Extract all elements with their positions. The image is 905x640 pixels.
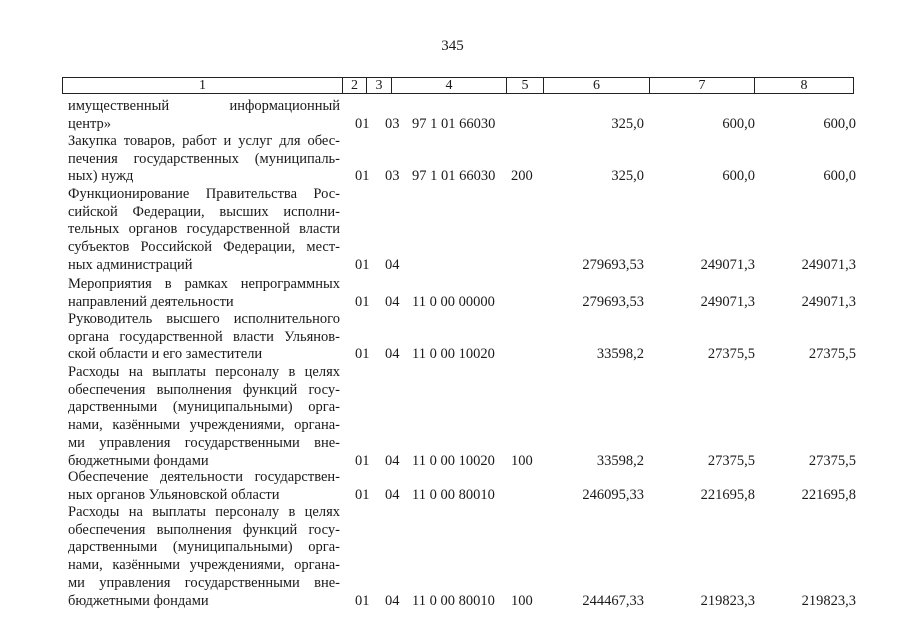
cell-c4: 11 0 00 80010 — [412, 592, 495, 609]
cell-c4: 11 0 00 10020 — [412, 452, 495, 469]
cell-c3: 03 — [385, 115, 400, 132]
column-header-6: 6 — [544, 78, 650, 93]
row-description — [68, 186, 340, 275]
cell-c7: 219823,3 — [700, 592, 755, 609]
description-line: сийской Федерации, высших исполни- — [68, 203, 340, 220]
cell-c8: 600,0 — [823, 168, 856, 185]
description-line: нами, казёнными учреждениями, органа- — [68, 557, 340, 574]
table-row — [0, 504, 905, 610]
cell-c3: 04 — [385, 346, 400, 363]
description-line: Мероприятия в рамках непрограммных — [68, 276, 340, 292]
cell-c8: 600,0 — [823, 115, 856, 132]
cell-c8: 27375,5 — [808, 452, 856, 469]
cell-c2: 01 — [355, 346, 370, 363]
row-description — [68, 276, 340, 311]
description-line: тельных органов государственной власти — [68, 221, 340, 238]
column-header-2: 2 — [343, 78, 367, 93]
cell-c2: 01 — [355, 168, 370, 185]
cell-c4: 97 1 01 66030 — [412, 115, 496, 132]
cell-c6: 325,0 — [611, 115, 644, 132]
cell-c3: 04 — [385, 256, 400, 273]
cell-c7: 27375,5 — [707, 346, 755, 363]
description-line: нами, казёнными учреждениями, органа- — [68, 417, 340, 434]
description-line: субъектов Российской Федерации, мест- — [68, 239, 340, 256]
description-line: Расходы на выплаты персоналу в целях — [68, 504, 340, 520]
description-line: бюджетными фондами — [68, 592, 209, 609]
cell-c5: 200 — [511, 168, 533, 185]
cell-c6: 244467,33 — [582, 592, 644, 609]
cell-c4: 11 0 00 80010 — [412, 486, 495, 503]
description-line: обеспечения выполнения функций госу- — [68, 381, 340, 398]
description-line: дарственными (муниципальными) орга- — [68, 539, 340, 556]
description-line: ных администраций — [68, 256, 193, 273]
cell-c3: 04 — [385, 592, 400, 609]
row-description — [68, 98, 340, 133]
cell-c3: 04 — [385, 486, 400, 503]
column-header-4: 4 — [392, 78, 507, 93]
column-header-1: 1 — [63, 78, 343, 93]
cell-c7: 600,0 — [722, 115, 755, 132]
cell-c4: 11 0 00 10020 — [412, 346, 495, 363]
column-number-header — [62, 77, 854, 94]
description-line: ных) нужд — [68, 168, 134, 185]
column-header-3: 3 — [367, 78, 392, 93]
cell-c3: 04 — [385, 293, 400, 310]
page-number: 345 — [441, 38, 464, 54]
description-line: Расходы на выплаты персоналу в целях — [68, 364, 340, 380]
cell-c2: 01 — [355, 592, 370, 609]
description-line: имущественный информационный — [68, 98, 340, 114]
cell-c6: 279693,53 — [582, 256, 644, 273]
description-line: Руководитель высшего исполнительного — [68, 311, 340, 327]
cell-c7: 249071,3 — [700, 256, 755, 273]
cell-c5: 100 — [511, 452, 533, 469]
cell-c3: 04 — [385, 452, 400, 469]
cell-c2: 01 — [355, 256, 370, 273]
cell-c7: 249071,3 — [700, 293, 755, 310]
cell-c2: 01 — [355, 452, 370, 469]
description-line: Закупка товаров, работ и услуг для обес- — [68, 133, 340, 149]
description-line: ми управления государственными вне- — [68, 434, 340, 451]
table-row — [0, 311, 905, 364]
cell-c8: 27375,5 — [808, 346, 856, 363]
cell-c4: 97 1 01 66030 — [412, 168, 496, 185]
table-row — [0, 186, 905, 275]
cell-c6: 246095,33 — [582, 486, 644, 503]
cell-c8: 249071,3 — [801, 256, 856, 273]
description-line: бюджетными фондами — [68, 452, 209, 469]
cell-c7: 600,0 — [722, 168, 755, 185]
description-line: органа государственной власти Ульянов- — [68, 328, 340, 345]
cell-c2: 01 — [355, 486, 370, 503]
cell-c6: 33598,2 — [596, 346, 644, 363]
row-description — [68, 311, 340, 364]
cell-c7: 27375,5 — [707, 452, 755, 469]
row-description — [68, 133, 340, 186]
table-row — [0, 98, 905, 133]
table-row — [0, 276, 905, 311]
description-line: обеспечения выполнения функций госу- — [68, 521, 340, 538]
description-line: направлений деятельности — [68, 293, 234, 310]
table-row — [0, 133, 905, 186]
cell-c8: 219823,3 — [801, 592, 856, 609]
cell-c3: 03 — [385, 168, 400, 185]
description-line: ской области и его заместители — [68, 346, 263, 363]
description-line: печения государственных (муниципаль- — [68, 150, 340, 167]
column-header-5: 5 — [507, 78, 544, 93]
table-row — [0, 469, 905, 504]
cell-c4: 11 0 00 00000 — [412, 293, 495, 310]
cell-c6: 325,0 — [611, 168, 644, 185]
description-line: центр» — [68, 115, 111, 132]
table-row — [0, 364, 905, 470]
cell-c2: 01 — [355, 293, 370, 310]
cell-c5: 100 — [511, 592, 533, 609]
column-header-7: 7 — [650, 78, 755, 93]
cell-c8: 249071,3 — [801, 293, 856, 310]
cell-c6: 279693,53 — [582, 293, 644, 310]
description-line: ми управления государственными вне- — [68, 574, 340, 591]
description-line: Функционирование Правительства Рос- — [68, 186, 340, 202]
row-description — [68, 364, 340, 470]
cell-c2: 01 — [355, 115, 370, 132]
description-line: ных органов Ульяновской области — [68, 486, 280, 503]
cell-c8: 221695,8 — [801, 486, 856, 503]
column-header-8: 8 — [800, 78, 808, 93]
cell-c6: 33598,2 — [596, 452, 644, 469]
description-line: Обеспечение деятельности государствен- — [68, 469, 340, 485]
cell-c7: 221695,8 — [700, 486, 755, 503]
description-line: дарственными (муниципальными) орга- — [68, 399, 340, 416]
row-description — [68, 469, 340, 504]
row-description — [68, 504, 340, 610]
